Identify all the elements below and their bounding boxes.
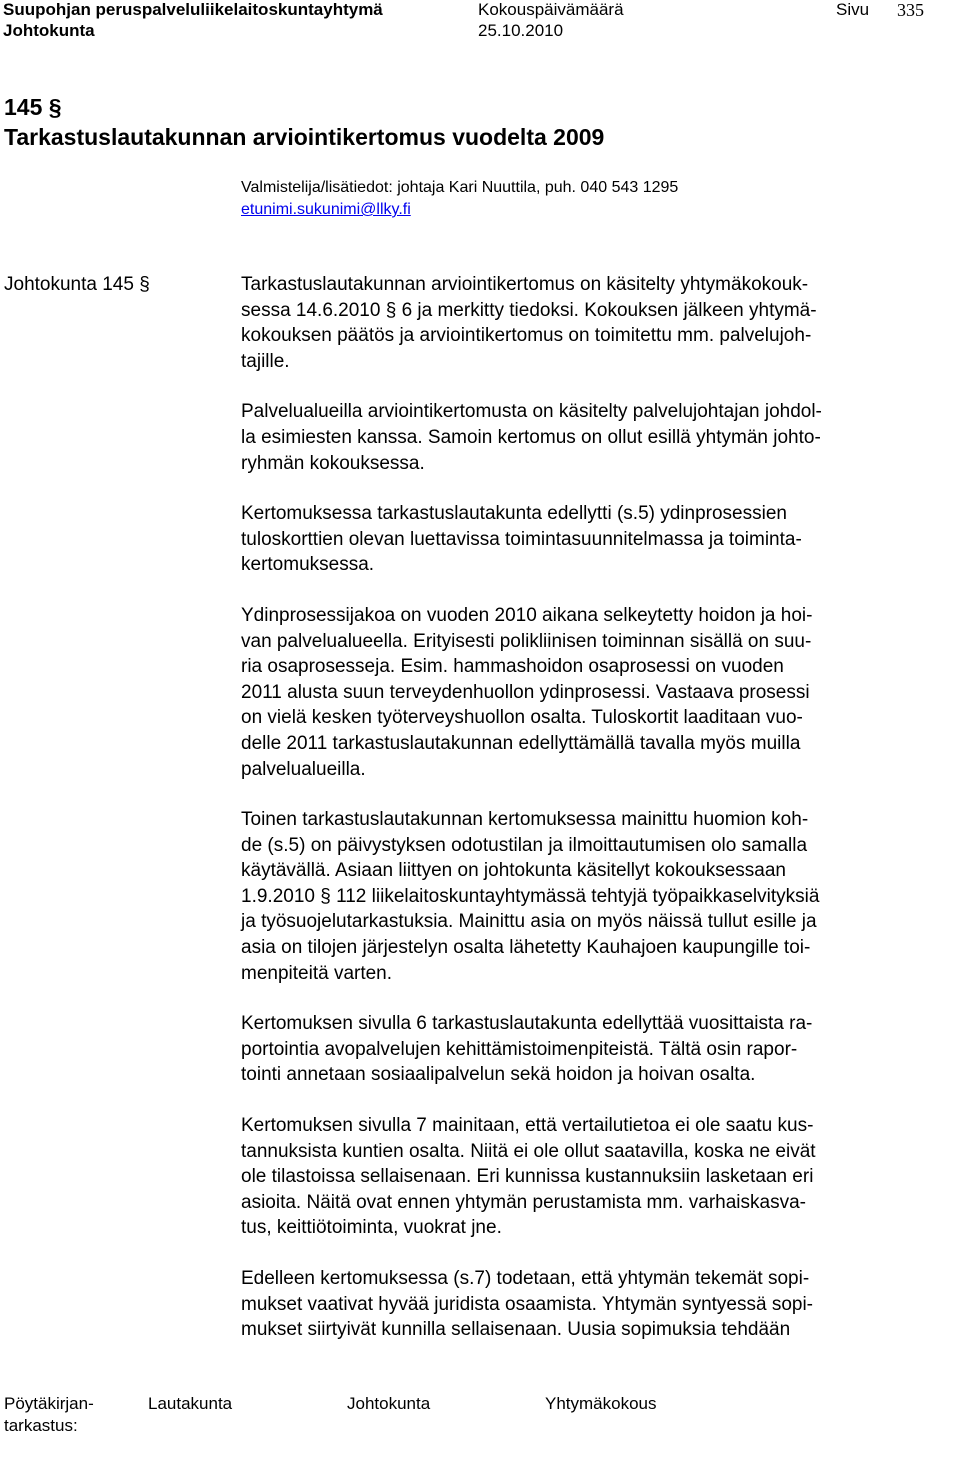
paragraph-line: tus, keittiötoiminta, vuokrat jne.	[241, 1217, 502, 1239]
paragraph-line: ole tilastoissa sellaisenaan. Eri kunnissa kustannuksiin lasketaan eri	[241, 1166, 814, 1188]
paragraph	[241, 1113, 931, 1241]
footer-assembly: Yhtymäkokous	[545, 1394, 657, 1413]
paragraph-line: kertomuksessa.	[241, 554, 375, 576]
footer-checker-line1: Pöytäkirjan-	[4, 1394, 94, 1413]
paragraph-line: Kertomuksen sivulla 6 tarkastuslautakunta edellyttää vuosittaista ra-	[241, 1013, 813, 1035]
paragraph-line: van palvelualueella. Erityisesti polikliinisen toiminnan sisällä on suu-	[241, 630, 812, 652]
paragraph-line: menpiteitä varten.	[241, 962, 393, 984]
document-body	[241, 272, 931, 1368]
paragraph	[241, 501, 931, 578]
paragraph	[241, 1011, 931, 1088]
paragraph-line: Toinen tarkastuslautakunnan kertomuksessa mainittu huomion koh-	[241, 809, 809, 831]
section-title: Tarkastuslautakunnan arviointikertomus vuodelta 2009	[4, 124, 605, 150]
paragraph-line: tajille.	[241, 350, 290, 372]
paragraph-line: portointia avopalvelujen kehittämistoimenpiteistä. Tältä osin rapor-	[241, 1038, 798, 1060]
paragraph-line: 2011 alusta suun terveydenhuollon ydinprosessi. Vastaava prosessi	[241, 681, 810, 703]
section-sign-icon: §	[139, 274, 150, 295]
page-label: Sivu	[836, 0, 870, 19]
paragraph	[241, 1266, 931, 1343]
paragraph-line: tointi annetaan sosiaalipalvelun sekä hoidon ja hoivan osalta.	[241, 1064, 756, 1086]
paragraph-line: Palvelualueilla arviointikertomusta on käsitelty palvelujohtajan johdol-	[241, 401, 822, 423]
paragraph-line: Ydinprosessijakoa on vuoden 2010 aikana selkeytetty hoidon ja hoi-	[241, 604, 813, 626]
section-number-line	[4, 93, 62, 121]
footer-board: Lautakunta	[148, 1394, 233, 1413]
paragraph-line: Edelleen kertomuksessa (s.7) todetaan, että yhtymän tekemät sopi-	[241, 1268, 810, 1289]
section-number: 145	[4, 94, 43, 120]
body-name: Johtokunta	[3, 21, 95, 40]
paragraph-line: ria osaprosesseja. Esim. hammashoidon osaprosessi on vuoden	[241, 656, 784, 678]
paragraph-line: tannuksista kuntien osalta. Niitä ei ole ollut saatavilla, koska ne eivät	[241, 1140, 816, 1162]
paragraph-line: ja työsuojelutarkastuksia. Mainittu asia on myös näissä tullut esille ja	[241, 911, 817, 933]
paragraph-line: on vielä kesken työterveyshuollon osalta. Tuloskortit laaditaan vuo-	[241, 707, 803, 729]
paragraph-line: kokouksen päätös ja arviointikertomus on toimitettu mm. palvelujoh-	[241, 325, 812, 347]
paragraph-line: delle 2011 tarkastuslautakunnan edellyttämällä tavalla myös muilla	[241, 732, 801, 754]
footer-checker-line2: tarkastus:	[4, 1416, 78, 1435]
paragraph-line: mukset siirtyivät kunnilla sellaisenaan. Uusia sopimuksia tehdään	[241, 1319, 791, 1341]
paragraph-line: la esimiesten kanssa. Samoin kertomus on ollut esillä yhtymän johto-	[241, 426, 821, 448]
paragraph	[241, 399, 931, 476]
paragraph-line: Tarkastuslautakunnan arviointikertomus on käsitelty yhtymäkokouk-	[241, 274, 809, 295]
paragraph-line: sessa 14.6.2010 § 6 ja merkitty tiedoksi. Kokouksen jälkeen yhtymä-	[241, 299, 817, 321]
section-sign-icon: §	[48, 94, 62, 120]
paragraph-line: käytävällä. Asiaan liittyen on johtokunta käsitellyt kokouksessaan	[241, 860, 786, 882]
paragraph-line: ryhmän kokouksessa.	[241, 452, 425, 474]
footer-checker-label	[4, 1393, 94, 1437]
footer-directors: Johtokunta	[347, 1394, 431, 1413]
decision-label	[4, 272, 150, 298]
paragraph	[241, 603, 931, 782]
paragraph-line: Kertomuksen sivulla 7 mainitaan, että vertailutietoa ei ole saatu kus-	[241, 1115, 814, 1137]
paragraph	[241, 272, 931, 374]
email-link[interactable]: etunimi.sukunimi@llky.fi	[241, 201, 411, 218]
paragraph	[241, 807, 931, 986]
paragraph-line: tuloskorttien olevan luettavissa toimintasuunnitelmassa ja toiminta-	[241, 528, 802, 550]
decision-body: Johtokunta 145	[4, 274, 134, 295]
organization-name: Suupohjan peruspalveluliikelaitoskuntayhtymä	[3, 0, 383, 19]
paragraph-line: palvelualueilla.	[241, 758, 366, 780]
preparer-info: Valmistelija/lisätiedot: johtaja Kari Nuuttila, puh. 040 543 1295	[241, 179, 679, 196]
page-number: 335	[897, 0, 924, 20]
paragraph-line: 1.9.2010 § 112 liikelaitoskuntayhtymässä tehtyjä työpaikkaselvityksiä	[241, 885, 820, 907]
meeting-date: 25.10.2010	[478, 21, 564, 40]
paragraph-line: Kertomuksessa tarkastuslautakunta edellytti (s.5) ydinprosessien	[241, 503, 787, 525]
paragraph-line: mukset vaativat hyvää juridista osaamista. Yhtymän syntyessä sopi-	[241, 1293, 814, 1315]
paragraph-line: asioita. Näitä ovat ennen yhtymän perustamista mm. varhaiskasva-	[241, 1191, 806, 1213]
paragraph-line: de (s.5) on päivystyksen odotustilan ja ilmoittautumisen olo samalla	[241, 834, 808, 856]
paragraph-line: asia on tilojen järjestelyn osalta lähetetty Kauhajoen kaupungille toi-	[241, 937, 811, 959]
meeting-date-label: Kokouspäivämäärä	[478, 0, 624, 19]
